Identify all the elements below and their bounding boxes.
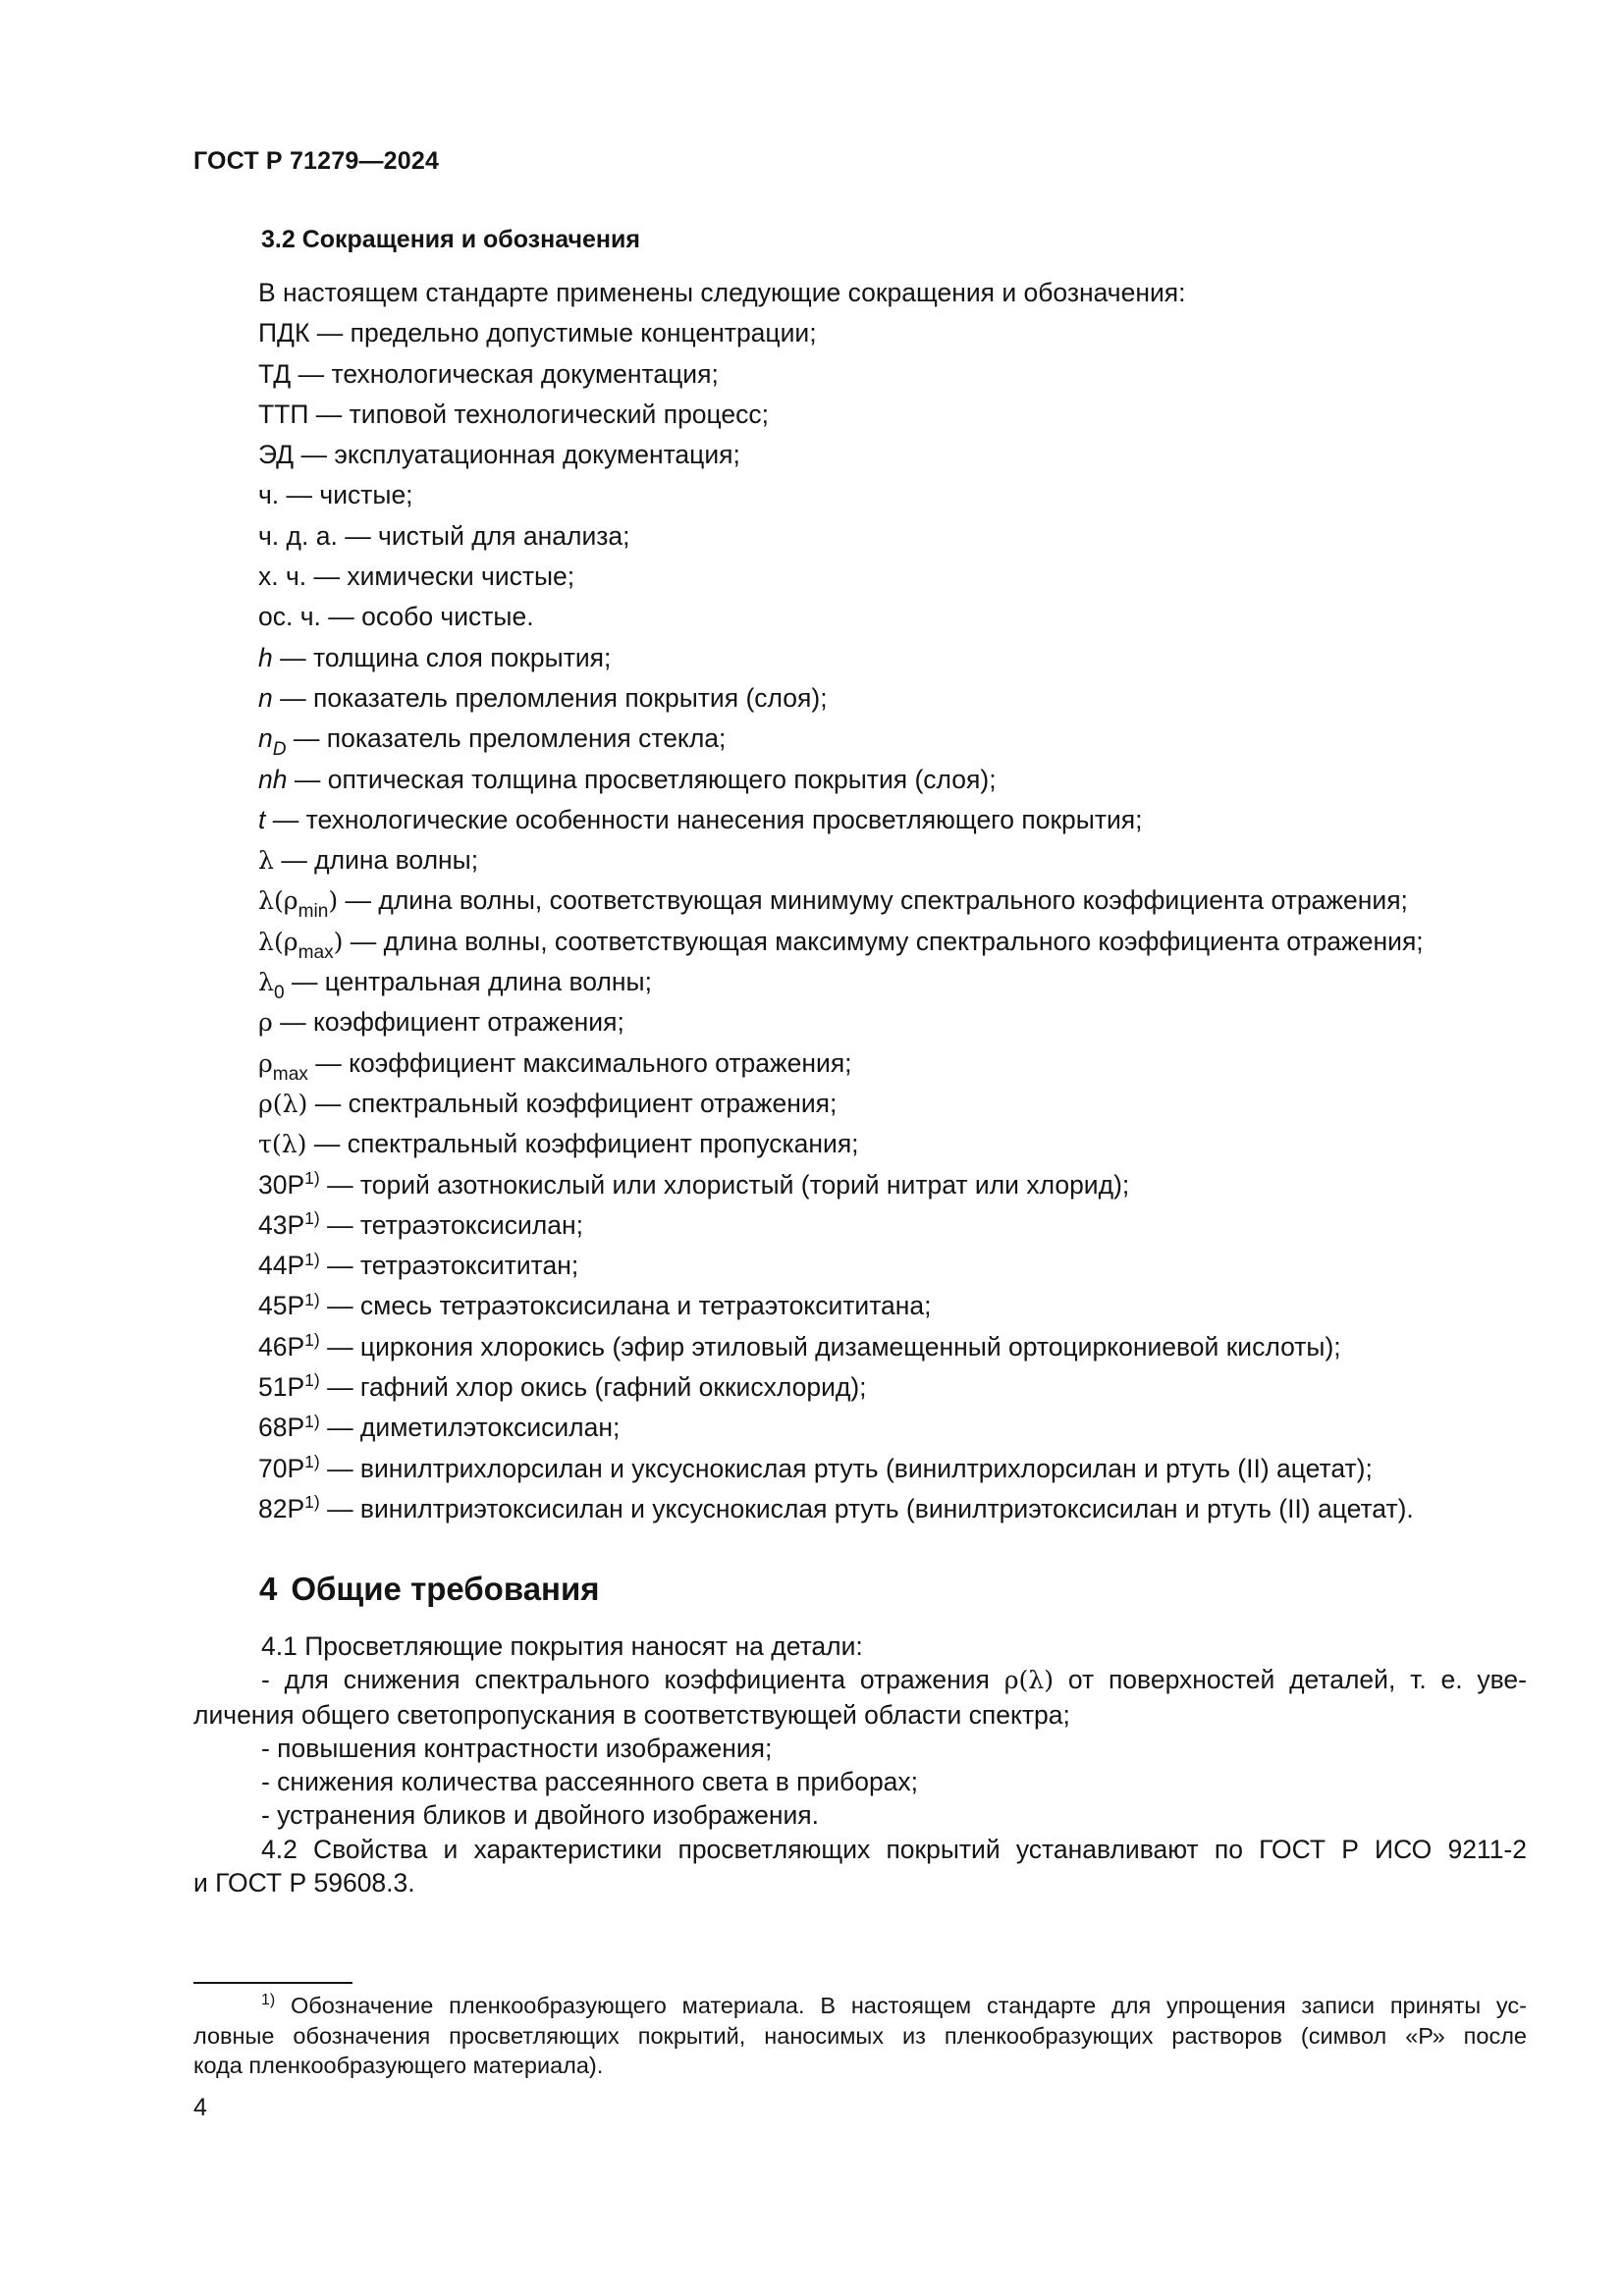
section-4-number: 4 <box>259 1571 278 1607</box>
symbol-definition: — центральная длина волны; <box>284 967 652 997</box>
material-definition: — винилтриэтоксисилан и уксуснокислая ртуть (винилтриэтоксисилан и ртуть (II) ацетат). <box>319 1493 1414 1523</box>
abbr-definition: — особо чистые. <box>320 602 534 632</box>
symbol-definition: — длина волны; <box>273 845 479 876</box>
symbol-definition: — толщина слоя покрытия; <box>272 642 612 672</box>
material-code-item <box>258 1165 1535 1205</box>
footnote-ref: 1) <box>304 1370 320 1391</box>
abbr-symbol: ч. д. а. <box>258 520 338 551</box>
symbol: t <box>258 804 266 834</box>
bullet-1-symbol: ρ(λ) <box>1003 1666 1055 1695</box>
footnote-ref: 1) <box>304 1208 320 1229</box>
footnote-ref: 1) <box>304 1411 320 1431</box>
material-code: 44Р <box>258 1251 305 1281</box>
material-code: 51Р <box>258 1372 305 1403</box>
footnote-ref: 1) <box>304 1249 320 1269</box>
symbol-subscript: max <box>272 1063 308 1085</box>
abbr-symbol: ч. <box>258 480 280 510</box>
symbol-item <box>258 800 1535 840</box>
abbr-definition: — чистый для анализа; <box>337 520 630 551</box>
material-definition: — тетраэтоксититан; <box>319 1251 579 1281</box>
symbol-definition: — показатель преломления стекла; <box>286 723 727 754</box>
symbol-item <box>258 1002 1535 1042</box>
symbol-item <box>258 760 1535 800</box>
symbol-definition: — длина волны, соответствующая минимуму спектрального коэффициента отражения; <box>338 885 1408 916</box>
footnote-ref: 1) <box>304 1452 320 1471</box>
symbol-definition: — спектральный коэффициент пропускания; <box>306 1129 859 1159</box>
section-3-2-title: 3.2 Сокращения и обозначения <box>261 226 640 253</box>
material-code: 45Р <box>258 1291 305 1321</box>
material-definition: — торий азотнокислый или хлористый (торий нитрат или хлорид); <box>319 1169 1130 1200</box>
footnote-ref: 1) <box>304 1289 320 1309</box>
material-definition: — винилтрихлорсилан и уксуснокислая ртуть (винилтрихлорсилан и ртуть (II) ацетат); <box>319 1453 1373 1483</box>
material-code-item <box>258 1286 1535 1326</box>
symbol-definition: — коэффициент максимального отражения; <box>307 1047 852 1078</box>
symbol-item <box>258 962 1535 1002</box>
abbr-item <box>258 557 1535 597</box>
paragraph-4-2-line-1: 4.2 Свойства и характеристики просветляющих покрытий устанавливают по ГОСТ Р ИСО 9211-2 <box>261 1834 1527 1864</box>
abbr-item <box>258 475 1535 515</box>
symbol-item <box>258 881 1535 921</box>
footnote-ref: 1) <box>304 1167 320 1188</box>
abbr-definition: — предельно допустимые концентрации; <box>309 318 817 348</box>
material-code: 68Р <box>258 1413 305 1443</box>
symbol: n <box>258 723 273 754</box>
page-number: 4 <box>193 2094 207 2121</box>
footnote-ref: 1) <box>304 1492 320 1513</box>
material-code: 30Р <box>258 1169 305 1200</box>
abbr-definition: — технологическая документация; <box>291 358 719 389</box>
abbr-item <box>258 354 1535 395</box>
bullet-3: - снижения количества рассеянного света в приборах; <box>261 1767 919 1797</box>
symbol-item <box>258 840 1535 881</box>
symbol-item <box>258 1084 1535 1124</box>
footnote-line-1 <box>193 1991 1527 2021</box>
footnote-ref: 1) <box>304 1330 320 1351</box>
symbol: λ <box>258 968 274 997</box>
abbr-definition: — чистые; <box>279 480 413 510</box>
bullet-1-line-1 <box>193 1663 1527 1697</box>
abbr-definition: — эксплуатационная документация; <box>294 440 740 470</box>
material-code-item <box>258 1246 1535 1286</box>
abbr-symbol: ос. ч. <box>258 602 321 632</box>
symbol: ρ <box>258 1048 273 1078</box>
symbol-definition: — спектральный коэффициент отражения; <box>307 1088 838 1118</box>
symbol: λ <box>258 846 274 876</box>
footnote-line-2: ловные обозначения просветляющих покрытий, наносимых из пленкообразующих растворов (символ «Р» после <box>193 2022 1527 2049</box>
material-code: 46Р <box>258 1331 305 1362</box>
symbol-subscript: D <box>272 739 287 761</box>
symbol-definition: — технологические особенности нанесения просветляющего покрытия; <box>265 804 1143 834</box>
abbr-item <box>258 516 1535 557</box>
paragraph-4-2-line-2: и ГОСТ Р 59608.3. <box>193 1868 415 1898</box>
footnote-line-3: кода пленкообразующего материала). <box>193 2053 604 2078</box>
symbol: λ(ρ <box>258 927 298 956</box>
abbr-symbol: ТТП <box>258 399 309 429</box>
abbr-definition: — химически чистые; <box>306 561 575 592</box>
symbol-subscript: max <box>298 941 334 963</box>
bullet-1-text-after: от поверхностей деталей, т. е. уве- <box>1054 1665 1527 1695</box>
material-definition: — тетраэтоксисилан; <box>319 1209 583 1240</box>
abbr-symbol: х. ч. <box>258 561 307 592</box>
bullet-2: - повышения контрастности изображения; <box>261 1733 773 1763</box>
symbol-item <box>258 922 1535 962</box>
material-definition: — диметилэтоксисилан; <box>319 1413 621 1443</box>
material-code: 70Р <box>258 1453 305 1483</box>
section-4-title: Общие требования <box>291 1571 600 1607</box>
symbol-item <box>258 1124 1535 1164</box>
abbreviations-intro: В настоящем стандарте применены следующие сокращения и обозначения: <box>258 278 1186 307</box>
material-definition: — циркония хлорокись (эфир этиловый дизамещенный ортоциркониевой кислоты); <box>319 1331 1341 1362</box>
symbol-definition: — показатель преломления покрытия (слоя); <box>272 682 828 713</box>
symbol-subscript: min <box>298 901 329 923</box>
symbol: nh <box>258 764 288 794</box>
symbol-subscript: 0 <box>273 983 285 1004</box>
symbol-item <box>258 638 1535 678</box>
material-definition: — смесь тетраэтоксисилана и тетраэтоксититана; <box>319 1291 932 1321</box>
abbr-item <box>258 597 1535 637</box>
material-definition: — гафний хлор окись (гафний оккисхлорид); <box>319 1372 867 1403</box>
symbol-item <box>258 678 1535 719</box>
symbol-definition: — длина волны, соответствующая максимуму спектрального коэффициента отражения; <box>343 926 1424 956</box>
material-code-item <box>258 1205 1535 1246</box>
symbol-definition: — коэффициент отражения; <box>272 1007 624 1038</box>
document-code-header: ГОСТ Р 71279—2024 <box>193 147 440 175</box>
abbr-item <box>258 313 1535 353</box>
material-code-item <box>258 1489 1535 1529</box>
material-code-item <box>258 1367 1535 1408</box>
footnote <box>193 1991 1527 2081</box>
abbr-definition: — типовой технологический процесс; <box>308 399 770 429</box>
bullet-4: - устранения бликов и двойного изображения. <box>261 1800 820 1831</box>
abbreviations-list <box>258 273 1535 1529</box>
material-code-item <box>258 1327 1535 1367</box>
symbol-item <box>258 1043 1535 1084</box>
abbr-item <box>258 435 1535 475</box>
footnote-text-1: Обозначение пленкообразующего материала. В настоящем стандарте для упрощения записи приняты ус- <box>275 1993 1527 2018</box>
symbol: h <box>258 642 273 672</box>
material-code-item <box>258 1408 1535 1448</box>
material-code: 82Р <box>258 1493 305 1523</box>
symbol: ρ <box>258 1008 273 1038</box>
footnote-marker: 1) <box>261 1992 276 2009</box>
symbol: τ(λ) <box>258 1130 307 1159</box>
abbr-symbol: ПДК <box>258 318 310 348</box>
material-code: 43Р <box>258 1209 305 1240</box>
abbr-symbol: ТД <box>258 358 292 389</box>
material-code-item <box>258 1449 1535 1489</box>
footnote-divider <box>193 1982 352 1984</box>
symbol: ρ(λ) <box>258 1089 308 1118</box>
symbol-definition: — оптическая толщина просветляющего покрытия (слоя); <box>287 764 997 794</box>
bullet-1-line-2: личения общего светопропускания в соответствующей области спектра; <box>193 1699 1070 1730</box>
bullet-1-text-before: - для снижения спектрального коэффициента отражения <box>261 1665 1004 1695</box>
section-4-body <box>193 1629 1527 1899</box>
symbol-close: ) <box>333 927 344 956</box>
symbol-item <box>258 719 1535 759</box>
section-4-heading <box>259 1571 600 1608</box>
paragraph-4-1: 4.1 Просветляющие покрытия наносят на детали: <box>261 1631 863 1661</box>
abbr-item <box>258 395 1535 435</box>
abbr-symbol: ЭД <box>258 440 295 470</box>
symbol: λ(ρ <box>258 886 298 916</box>
symbol-close: ) <box>328 886 339 916</box>
symbol: n <box>258 682 273 713</box>
